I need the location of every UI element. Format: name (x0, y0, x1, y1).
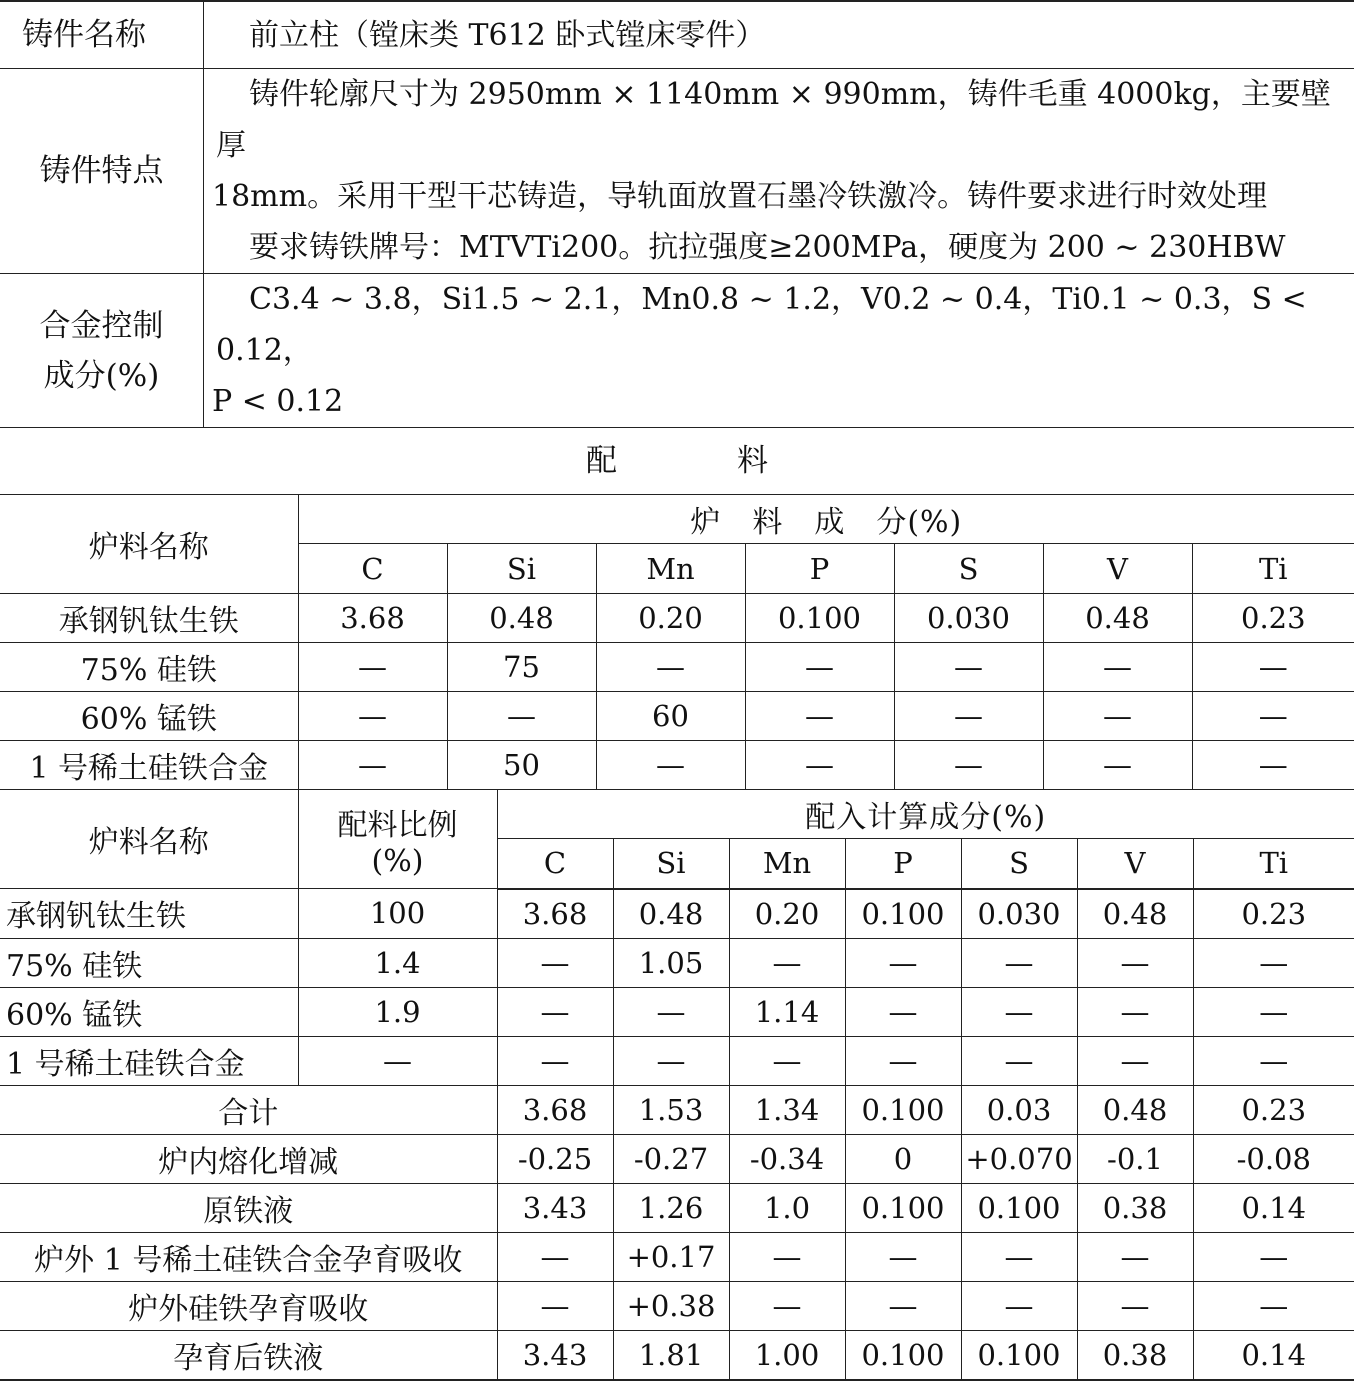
calc-material-name: 60% 锰铁 (0, 987, 298, 1036)
charge-value-cell: — (298, 692, 447, 741)
summary-value-cell: — (729, 1232, 845, 1281)
alloy-control-label: 合金控制 成分(%) (0, 274, 204, 428)
charge-header-row (0, 495, 1354, 544)
charge-value-cell: 0.48 (1043, 594, 1192, 643)
calc-material-name: 1 号稀土硅铁合金 (0, 1036, 298, 1085)
summary-value-cell: 1.34 (729, 1085, 845, 1134)
charge-name-header: 炉料名称 (0, 495, 298, 594)
charge-material-name: 1 号稀土硅铁合金 (0, 741, 298, 790)
charge-row (0, 594, 1354, 643)
calc-element-header: Ti (1193, 839, 1354, 889)
summary-row (0, 1232, 1354, 1281)
calc-value-cell: — (613, 987, 729, 1036)
summary-value-cell: 0.100 (845, 1330, 961, 1380)
summary-value-cell: 0.03 (961, 1085, 1077, 1134)
calc-ratio-cell: 100 (298, 889, 497, 939)
summary-value-cell: 1.53 (613, 1085, 729, 1134)
summary-value-cell: 1.26 (613, 1183, 729, 1232)
calc-element-header: Si (613, 839, 729, 889)
calc-value-cell: — (961, 987, 1077, 1036)
calc-row (0, 938, 1354, 987)
summary-value-cell: — (497, 1232, 613, 1281)
casting-features-text (204, 69, 1354, 274)
summary-value-cell: 0.38 (1077, 1330, 1193, 1380)
calc-value-cell: — (845, 987, 961, 1036)
calc-body (0, 889, 1354, 1380)
calc-value-cell: — (961, 1036, 1077, 1085)
calc-value-cell: — (1077, 987, 1193, 1036)
calc-name-header: 炉料名称 (0, 790, 298, 889)
charge-value-cell: — (447, 692, 596, 741)
summary-value-cell: 0.100 (961, 1330, 1077, 1380)
charge-value-cell: — (894, 692, 1043, 741)
alloy-line-2: P < 0.12 (212, 376, 1348, 427)
calc-material-name: 75% 硅铁 (0, 938, 298, 987)
summary-value-cell: — (729, 1281, 845, 1330)
calc-element-header: V (1077, 839, 1193, 889)
charge-material-name: 承钢钒钛生铁 (0, 594, 298, 643)
charge-value-cell: — (745, 692, 894, 741)
charge-value-cell: 50 (447, 741, 596, 790)
charge-row (0, 643, 1354, 692)
charge-comp-header: 炉 料 成 分(%) (298, 495, 1354, 544)
calc-value-cell: 0.48 (1077, 889, 1193, 939)
charge-value-cell: — (1192, 692, 1354, 741)
calc-value-cell: — (497, 987, 613, 1036)
charge-element-header: Ti (1192, 544, 1354, 594)
charge-material-name: 75% 硅铁 (0, 643, 298, 692)
charge-element-header: Si (447, 544, 596, 594)
summary-value-cell: 0 (845, 1134, 961, 1183)
features-line-1: 铸件轮廓尺寸为 2950mm × 1140mm × 990mm，铸件毛重 4000kg，主要壁厚 (216, 69, 1348, 171)
calc-value-cell: — (729, 1036, 845, 1085)
charge-value-cell: 0.48 (447, 594, 596, 643)
casting-name-label: 铸件名称 (0, 1, 204, 69)
charge-value-cell: 0.030 (894, 594, 1043, 643)
summary-value-cell: -0.34 (729, 1134, 845, 1183)
summary-row-name: 原铁液 (0, 1183, 497, 1232)
charge-element-header: P (745, 544, 894, 594)
summary-value-cell: 0.23 (1193, 1085, 1354, 1134)
calc-material-name: 承钢钒钛生铁 (0, 889, 298, 939)
charge-value-cell: — (894, 741, 1043, 790)
summary-value-cell: 0.100 (845, 1183, 961, 1232)
summary-value-cell: 0.14 (1193, 1330, 1354, 1380)
charge-value-cell: — (745, 643, 894, 692)
calc-ratio-cell: 1.9 (298, 987, 497, 1036)
calc-header-row (0, 790, 1354, 839)
calc-value-cell: 0.030 (961, 889, 1077, 939)
charge-body (0, 594, 1354, 790)
summary-row (0, 1134, 1354, 1183)
charge-value-cell: — (894, 643, 1043, 692)
features-line-3: 要求铸铁牌号：MTVTi200。抗拉强度≥200MPa，硬度为 200 ~ 230HBW (216, 222, 1348, 273)
features-line-2: 18mm。采用干型干芯铸造，导轨面放置石墨冷铁激冷。铸件要求进行时效处理 (212, 171, 1348, 222)
summary-row-name: 孕育后铁液 (0, 1330, 497, 1380)
calc-element-header: S (961, 839, 1077, 889)
section-title-charge: 配 料 (0, 428, 1354, 495)
casting-features-row (0, 69, 1354, 274)
summary-value-cell: -0.25 (497, 1134, 613, 1183)
summary-value-cell: -0.27 (613, 1134, 729, 1183)
summary-row (0, 1183, 1354, 1232)
casting-name-value: 前立柱（镗床类 T612 卧式镗床零件） (204, 1, 1354, 69)
summary-value-cell: 0.38 (1077, 1183, 1193, 1232)
charge-value-cell: — (1192, 643, 1354, 692)
charge-value-cell: — (1043, 643, 1192, 692)
summary-row-name: 合计 (0, 1085, 497, 1134)
summary-row-name: 炉外硅铁孕育吸收 (0, 1281, 497, 1330)
charge-value-cell: — (745, 741, 894, 790)
alloy-control-text (204, 274, 1354, 428)
calc-element-header: P (845, 839, 961, 889)
calc-value-cell: — (961, 938, 1077, 987)
charge-value-cell: 60 (596, 692, 745, 741)
calc-row (0, 889, 1354, 939)
summary-value-cell: 3.68 (497, 1085, 613, 1134)
calc-value-cell: 1.14 (729, 987, 845, 1036)
summary-value-cell: 3.43 (497, 1183, 613, 1232)
charge-value-cell: — (298, 643, 447, 692)
alloy-control-row (0, 274, 1354, 428)
summary-row-name: 炉外 1 号稀土硅铁合金孕育吸收 (0, 1232, 497, 1281)
calc-value-cell: — (1193, 938, 1354, 987)
calc-value-cell: — (1077, 938, 1193, 987)
summary-value-cell: 0.48 (1077, 1085, 1193, 1134)
calc-value-cell: — (497, 938, 613, 987)
charge-row (0, 692, 1354, 741)
summary-value-cell: — (845, 1232, 961, 1281)
charge-element-header: Mn (596, 544, 745, 594)
summary-value-cell: — (1193, 1281, 1354, 1330)
calc-element-header: Mn (729, 839, 845, 889)
charge-material-name: 60% 锰铁 (0, 692, 298, 741)
calc-value-cell: 0.23 (1193, 889, 1354, 939)
calc-value-cell: — (729, 938, 845, 987)
charge-element-header: C (298, 544, 447, 594)
calc-value-cell: — (1077, 1036, 1193, 1085)
calc-value-cell: 3.68 (497, 889, 613, 939)
charge-value-cell: — (1043, 692, 1192, 741)
calc-ratio-cell: 1.4 (298, 938, 497, 987)
charge-value-cell: 0.23 (1192, 594, 1354, 643)
calc-composition-table (0, 790, 1354, 1381)
calc-value-cell: 0.48 (613, 889, 729, 939)
calc-value-cell: 1.05 (613, 938, 729, 987)
charge-element-header: S (894, 544, 1043, 594)
charge-element-header: V (1043, 544, 1192, 594)
calc-ratio-cell: — (298, 1036, 497, 1085)
charge-value-cell: 3.68 (298, 594, 447, 643)
summary-value-cell: — (845, 1281, 961, 1330)
calc-value-cell: — (497, 1036, 613, 1085)
summary-value-cell: 1.81 (613, 1330, 729, 1380)
charge-value-cell: — (1192, 741, 1354, 790)
summary-value-cell: +0.17 (613, 1232, 729, 1281)
calc-comp-header: 配入计算成分(%) (497, 790, 1354, 839)
summary-value-cell: 1.0 (729, 1183, 845, 1232)
summary-value-cell: — (961, 1232, 1077, 1281)
summary-value-cell: +0.070 (961, 1134, 1077, 1183)
summary-value-cell: — (961, 1281, 1077, 1330)
charge-value-cell: — (298, 741, 447, 790)
summary-value-cell: -0.1 (1077, 1134, 1193, 1183)
summary-row (0, 1330, 1354, 1380)
charge-composition-table (0, 495, 1354, 790)
summary-value-cell: 0.100 (961, 1183, 1077, 1232)
casting-name-row (0, 1, 1354, 69)
summary-value-cell: — (497, 1281, 613, 1330)
summary-value-cell: 3.43 (497, 1330, 613, 1380)
casting-features-label: 铸件特点 (0, 69, 204, 274)
calc-value-cell: — (1193, 1036, 1354, 1085)
calc-element-header: C (497, 839, 613, 889)
charge-value-cell: 0.100 (745, 594, 894, 643)
alloy-line-1: C3.4 ~ 3.8，Si1.5 ~ 2.1，Mn0.8 ~ 1.2，V0.2 ~ 0.4，Ti0.1 ~ 0.3，S < 0.12， (216, 274, 1348, 376)
calc-value-cell: — (845, 938, 961, 987)
calc-row (0, 987, 1354, 1036)
summary-value-cell: — (1193, 1232, 1354, 1281)
casting-info-table (0, 0, 1354, 428)
summary-row (0, 1281, 1354, 1330)
summary-value-cell: 0.14 (1193, 1183, 1354, 1232)
summary-value-cell: — (1077, 1281, 1193, 1330)
calc-value-cell: 0.20 (729, 889, 845, 939)
charge-value-cell: 0.20 (596, 594, 745, 643)
summary-value-cell: -0.08 (1193, 1134, 1354, 1183)
summary-value-cell: 1.00 (729, 1330, 845, 1380)
calc-value-cell: — (1193, 987, 1354, 1036)
charge-value-cell: — (1043, 741, 1192, 790)
summary-row (0, 1085, 1354, 1134)
calc-value-cell: — (613, 1036, 729, 1085)
charge-value-cell: — (596, 741, 745, 790)
calc-row (0, 1036, 1354, 1085)
calc-value-cell: — (845, 1036, 961, 1085)
summary-row-name: 炉内熔化增减 (0, 1134, 497, 1183)
summary-value-cell: +0.38 (613, 1281, 729, 1330)
summary-value-cell: 0.100 (845, 1085, 961, 1134)
charge-value-cell: 75 (447, 643, 596, 692)
calc-value-cell: 0.100 (845, 889, 961, 939)
ratio-header: 配料比例 (%) (298, 790, 497, 889)
charge-row (0, 741, 1354, 790)
charge-value-cell: — (596, 643, 745, 692)
summary-value-cell: — (1077, 1232, 1193, 1281)
